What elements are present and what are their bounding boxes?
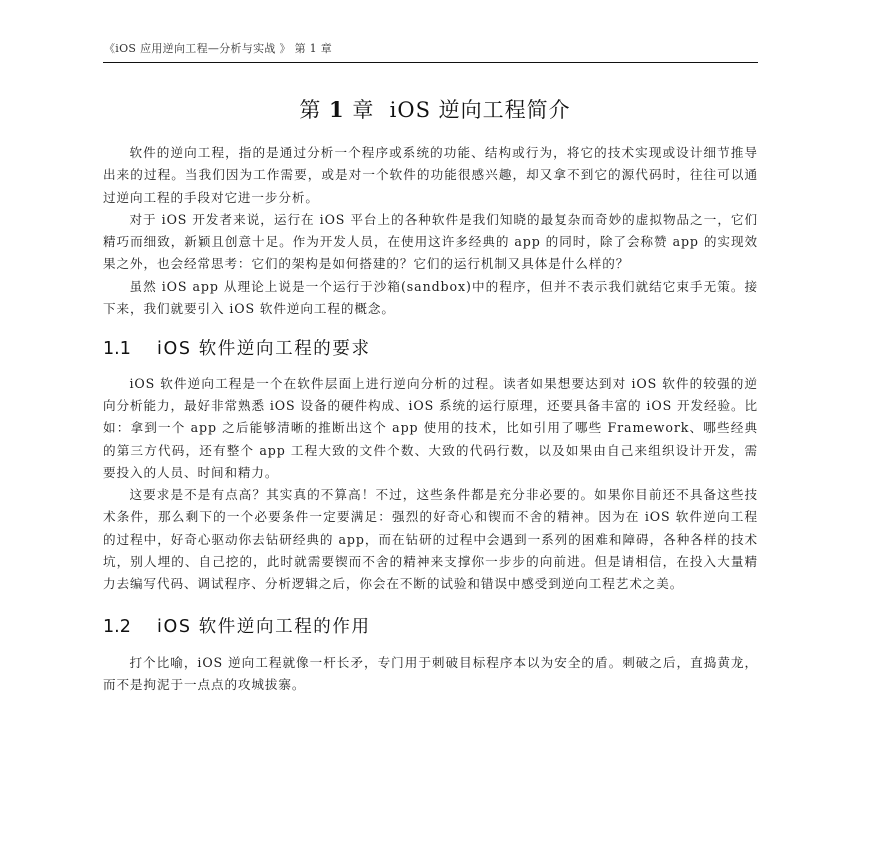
intro-paragraph-1: 软件的逆向工程，指的是通过分析一个程序或系统的功能、结构或行为，将它的技术实现或设计细节推导出来的过程。当我们因为工作需要，或是对一个软件的功能很感兴趣，却又拿不到它的源代码时，往往可以通过逆向工程的手段对它进一步分析。 xyxy=(103,145,758,205)
running-header-book-title: 《iOS 应用逆向工程—分析与实战 》 xyxy=(104,42,291,55)
running-header-chapter: 第 1 章 xyxy=(294,42,333,55)
section-1-2-paragraph-1: 打个比喻，iOS 逆向工程就像一杆长矛，专门用于刺破目标程序本以为安全的盾。刺破之后，直捣黄龙，而不是拘泥于一点点的攻城拔寨。 xyxy=(103,654,758,693)
intro-paragraph-2: 对于 iOS 开发者来说，运行在 iOS 平台上的各种软件是我们知晓的最复杂而奇妙的虚拟物品之一，它们精巧而细致，新颖且创意十足。作为开发人员，在使用这许多经典的 app 的同时，除了会称赞 app 的实现效果之外，也会经常思考：它们的架构是如何搭建的？它们的运行机制又具体是什么样的？ xyxy=(103,211,758,272)
running-header xyxy=(104,40,332,56)
section-title: iOS 软件逆向工程的要求 xyxy=(157,339,371,360)
intro-paragraph-3: 虽然 iOS app 从理论上说是一个运行于沙箱(sandbox)中的程序，但并不表示我们就结它束手无策。接下来，我们就要引入 iOS 软件逆向工程的概念。 xyxy=(103,278,758,317)
section-heading-1-2 xyxy=(103,616,758,638)
section-heading-1-1 xyxy=(103,338,758,360)
chapter-title-number: 1 xyxy=(329,97,345,122)
section-number: 1.2 xyxy=(103,616,131,637)
chapter-title-prefix: 第 xyxy=(299,98,322,122)
chapter-title xyxy=(0,94,870,124)
section-title: iOS 软件逆向工程的作用 xyxy=(157,616,371,637)
section-1-1-paragraph-1: iOS 软件逆向工程是一个在软件层面上进行逆向分析的过程。读者如果想要达到对 iOS 软件的较强的逆向分析能力，最好非常熟悉 iOS 设备的硬件构成、iOS 系统的运行原理，还要具备丰富的 iOS 开发经验。比如：拿到一个 app 之后能够清晰的推断出这个 app 使用的技术，比如引用了哪些 Framework、哪些经典的第三方代码，还有整个 app 工程大致的文件个数、大致的代码行数，以及如果由自己来组织设计开发，需要投入的人员、时间和精力。 xyxy=(103,375,758,480)
chapter-title-text: iOS 逆向工程简介 xyxy=(389,98,571,122)
section-number: 1.1 xyxy=(103,339,131,360)
chapter-title-suffix: 章 xyxy=(352,98,375,122)
header-rule xyxy=(103,62,758,63)
section-1-1-paragraph-2: 这要求是不是有点高？其实真的不算高！不过，这些条件都是充分非必要的。如果你目前还不具备这些技术条件，那么剩下的一个必要条件一定要满足：强烈的好奇心和锲而不舍的精神。因为在 iOS 软件逆向工程的过程中，好奇心驱动你去钻研经典的 app，而在钻研的过程中会遇到一系列的困难和障碍，各种各样的技术坑，别人埋的、自己挖的，此时就需要锲而不舍的精神来支撑你一步步的向前进。但是请相信，在投入大量精力去编写代码、调试程序、分析逻辑之后，你会在不断的试验和错误中感受到逆向工程艺术之美。 xyxy=(103,487,758,592)
page-body xyxy=(103,142,758,697)
